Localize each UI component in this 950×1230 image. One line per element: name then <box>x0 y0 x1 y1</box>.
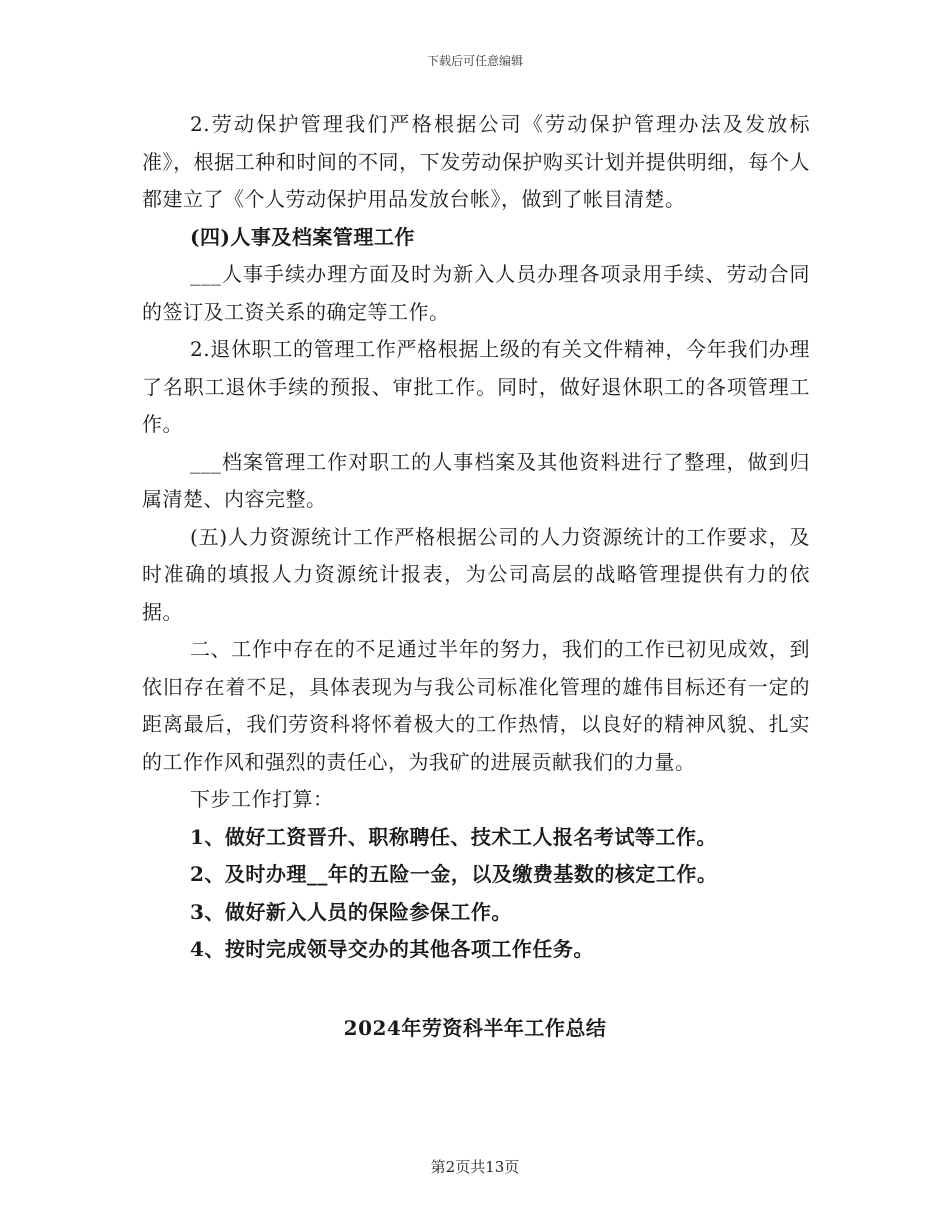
paragraph: ___档案管理工作对职工的人事档案及其他资料进行了整理，做到归属清楚、内容完整。 <box>142 449 810 511</box>
paragraph: ___人事手续办理方面及时为新入人员办理各项录用手续、劳动合同的签订及工资关系的确定等工作。 <box>142 262 810 324</box>
list-item: 4、按时完成领导交办的其他各项工作任务。 <box>190 937 594 961</box>
list-item: 2、及时办理__年的五险一金，以及缴费基数的核定工作。 <box>190 862 718 886</box>
page-number: 第2页共13页 <box>430 1158 520 1176</box>
section-heading: (四)人事及档案管理工作 <box>190 224 415 249</box>
paragraph: 下步工作打算： <box>190 787 334 811</box>
paragraph: 2.劳动保护管理我们严格根据公司《劳动保护管理办法及发放标准》，根据工种和时间的不同，下发劳动保护购买计划并提供明细，每个人都建立了《个人劳动保护用品发放台帐》，做到了帐目清楚。 <box>142 112 810 211</box>
list-item: 1、做好工资晋升、职称聘任、技术工人报名考试等工作。 <box>190 824 717 849</box>
document-title: 2024年劳资科半年工作总结 <box>343 1016 607 1040</box>
document-body <box>142 106 810 969</box>
header-note: 下载后可任意编辑 <box>426 54 523 68</box>
paragraph: 二、工作中存在的不足通过半年的努力，我们的工作已初见成效，到依旧存在着不足，具体表现为与我公司标准化管理的雄伟目标还有一定的距离最后，我们劳资科将怀着极大的工作热情，以良好的精神风貌、扎实的工作作风和强烈的责任心，为我矿的进展贡献我们的力量。 <box>142 637 810 774</box>
paragraph: 2.退休职工的管理工作严格根据上级的有关文件精神，今年我们办理了名职工退休手续的预报、审批工作。同时，做好退休职工的各项管理工作。 <box>142 337 810 436</box>
paragraph: (五)人力资源统计工作严格根据公司的人力资源统计的工作要求，及时准确的填报人力资源统计报表，为公司高层的战略管理提供有力的依据。 <box>142 524 810 624</box>
list-item: 3、做好新入人员的保险参保工作。 <box>190 899 512 924</box>
